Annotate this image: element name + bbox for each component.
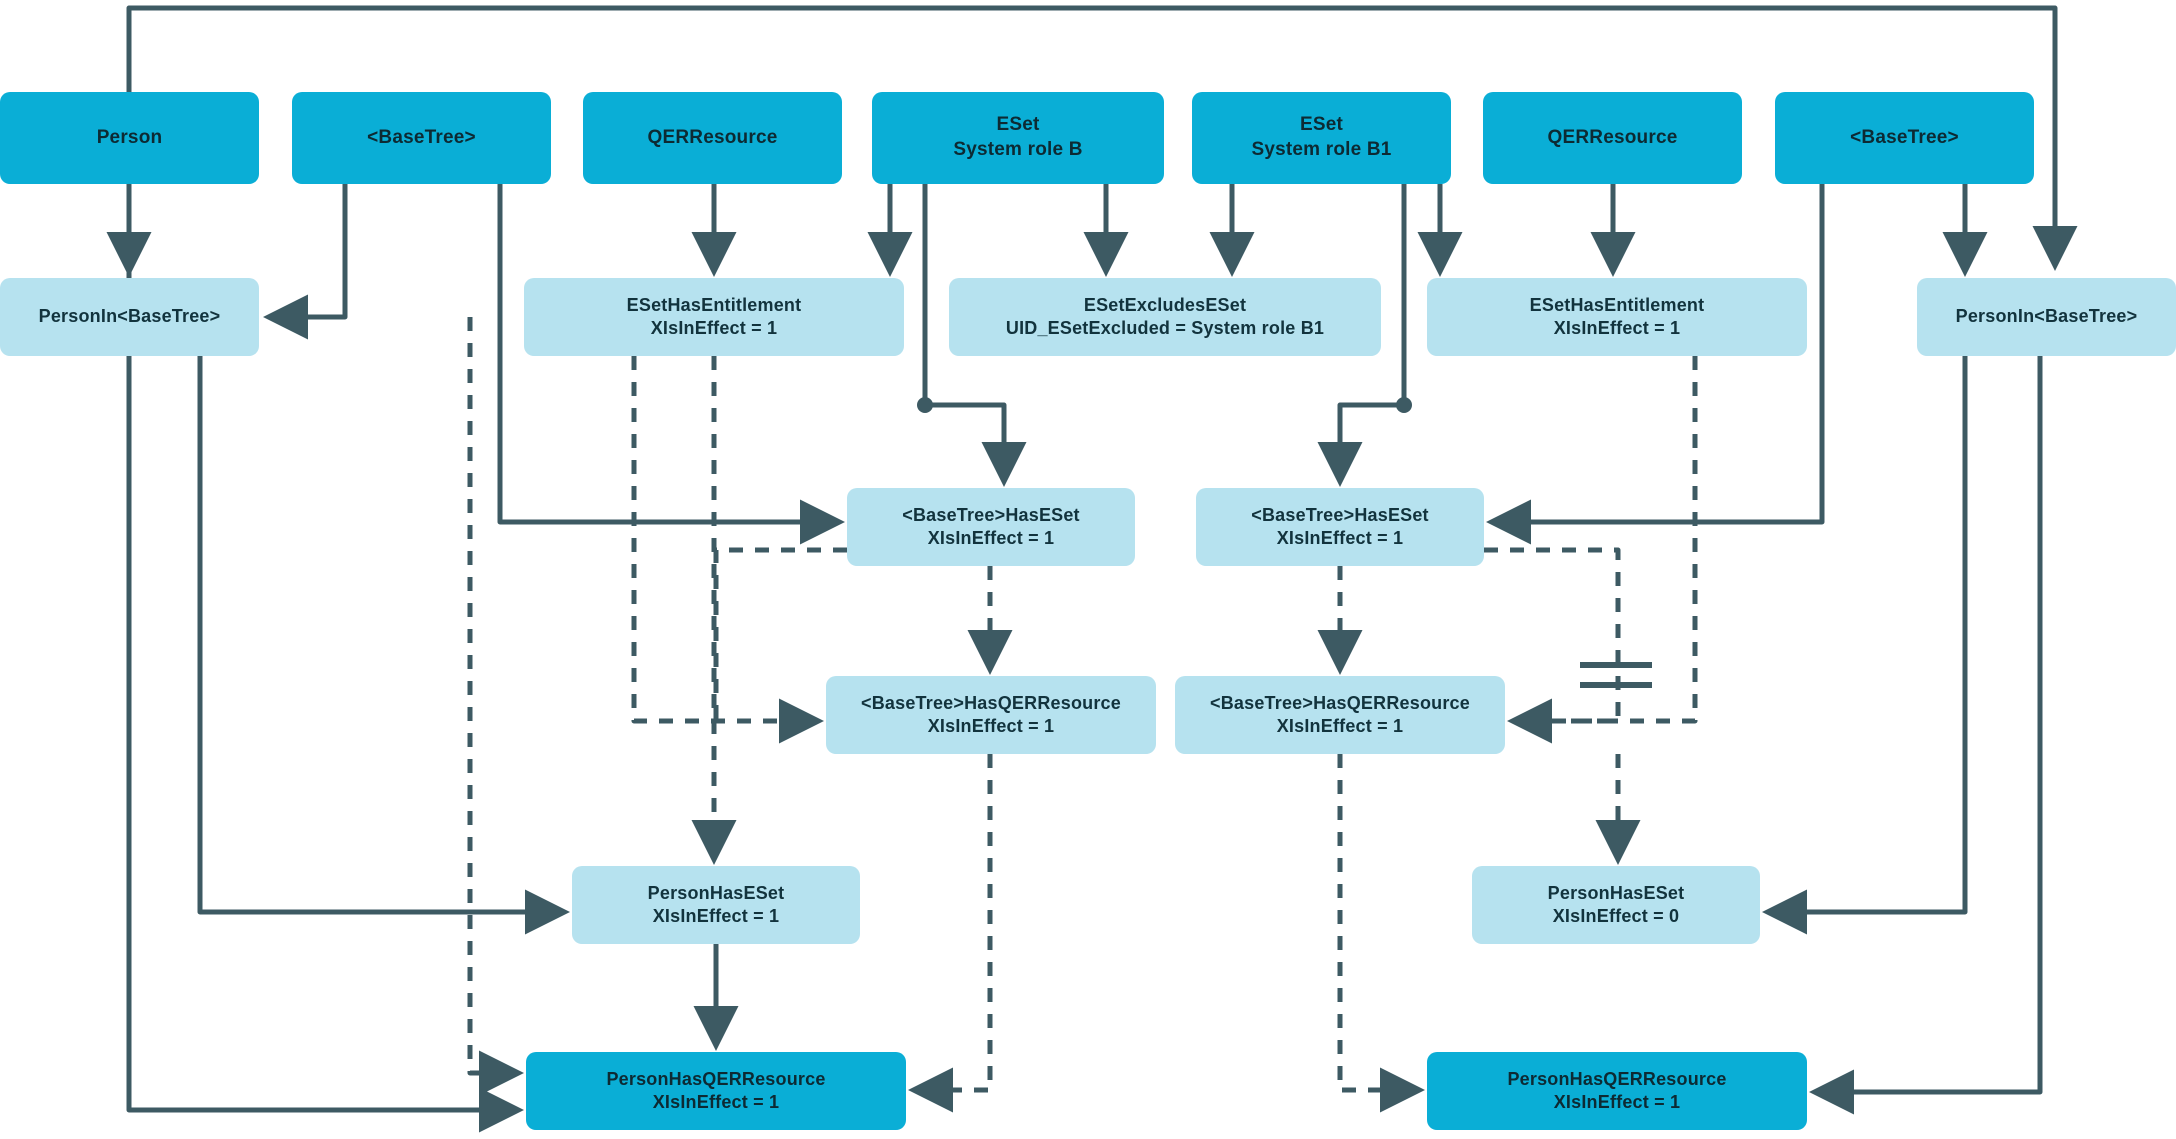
node-personhasqerresource-right[interactable]: PersonHasQERResource XIsInEffect = 1: [1427, 1052, 1807, 1130]
node-basetree-right[interactable]: <BaseTree>: [1775, 92, 2034, 184]
node-qerresource-right[interactable]: QERResource: [1483, 92, 1742, 184]
node-personhasqerresource-left[interactable]: PersonHasQERResource XIsInEffect = 1: [526, 1052, 906, 1130]
node-basetreehaseset-left[interactable]: <BaseTree>HasESet XIsInEffect = 1: [847, 488, 1135, 566]
node-esethasentitlement-left[interactable]: ESetHasEntitlement XIsInEffect = 1: [524, 278, 904, 356]
node-eset-system-role-b[interactable]: ESet System role B: [872, 92, 1164, 184]
node-personin-basetree-right[interactable]: PersonIn<BaseTree>: [1917, 278, 2176, 356]
node-basetree-left[interactable]: <BaseTree>: [292, 92, 551, 184]
node-personin-basetree-left[interactable]: PersonIn<BaseTree>: [0, 278, 259, 356]
node-qerresource-left[interactable]: QERResource: [583, 92, 842, 184]
node-eset-system-role-b1[interactable]: ESet System role B1: [1192, 92, 1451, 184]
node-person[interactable]: Person: [0, 92, 259, 184]
node-personhaseset-left[interactable]: PersonHasESet XIsInEffect = 1: [572, 866, 860, 944]
node-personhaseset-right[interactable]: PersonHasESet XIsInEffect = 0: [1472, 866, 1760, 944]
node-basetreehaseset-right[interactable]: <BaseTree>HasESet XIsInEffect = 1: [1196, 488, 1484, 566]
node-esethasentitlement-right[interactable]: ESetHasEntitlement XIsInEffect = 1: [1427, 278, 1807, 356]
node-basetreehasqerresource-right[interactable]: <BaseTree>HasQERResource XIsInEffect = 1: [1175, 676, 1505, 754]
node-esetexcludeseset[interactable]: ESetExcludesESet UID_ESetExcluded = System role B1: [949, 278, 1381, 356]
node-basetreehasqerresource-left[interactable]: <BaseTree>HasQERResource XIsInEffect = 1: [826, 676, 1156, 754]
